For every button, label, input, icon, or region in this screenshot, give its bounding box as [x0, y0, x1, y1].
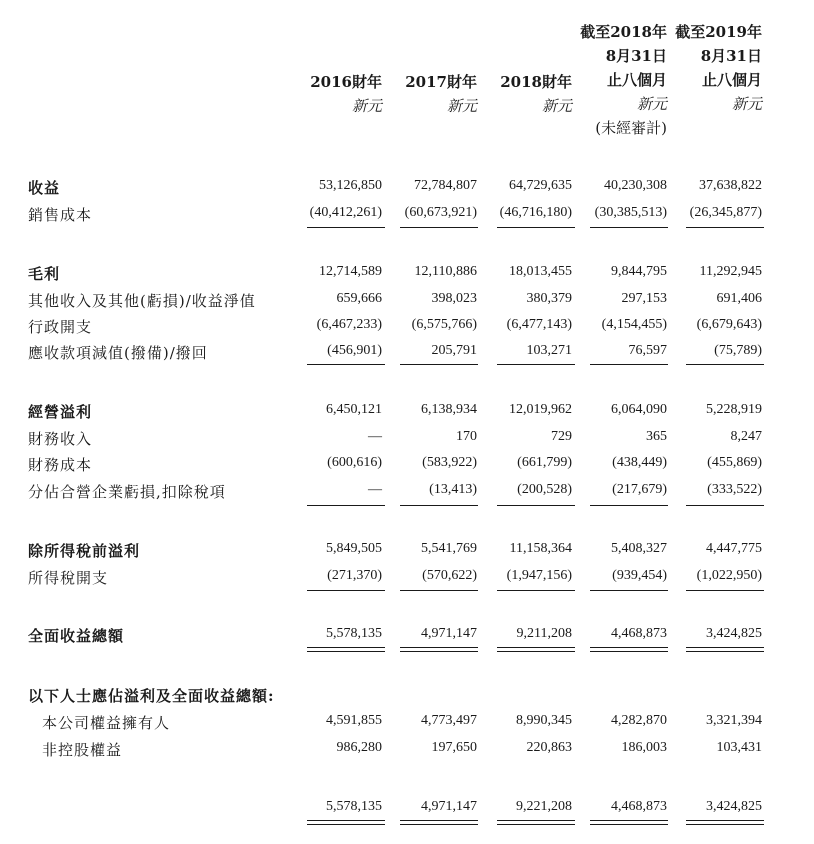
- cell-value: 8,247: [730, 429, 762, 444]
- column-header-unit: 新元: [446, 97, 477, 115]
- cell-value: 659,666: [336, 291, 382, 306]
- cell-value: (26,345,877): [689, 205, 762, 220]
- row-label: 分佔合營企業虧損,扣除稅項: [28, 483, 226, 501]
- total-double-rule: [686, 647, 764, 652]
- cell-value: (456,901): [327, 343, 382, 358]
- cell-value: 691,406: [716, 291, 762, 306]
- row-label: 銷售成本: [28, 206, 93, 224]
- cell-value: (13,413): [429, 482, 477, 497]
- cell-value: 5,578,135: [326, 626, 382, 641]
- subtotal-rule: [686, 505, 764, 506]
- cell-value: (661,799): [517, 455, 572, 470]
- column-header-2016: [310, 70, 382, 118]
- cell-value: 4,468,873: [611, 626, 667, 641]
- cell-value: —: [368, 429, 382, 444]
- total-double-rule: [307, 820, 385, 825]
- row-label: 財務成本: [28, 456, 93, 474]
- cell-value: (4,154,455): [601, 317, 667, 332]
- cell-value: (600,616): [327, 455, 382, 470]
- row-label: 以下人士應佔溢利及全面收益總額:: [28, 687, 275, 705]
- cell-value: 72,784,807: [414, 178, 477, 193]
- cell-value: 170: [456, 429, 477, 444]
- total-double-rule: [497, 647, 575, 652]
- total-double-rule: [590, 647, 668, 652]
- subtotal-rule: [686, 364, 764, 365]
- cell-value: 9,844,795: [611, 264, 667, 279]
- total-double-rule: [686, 820, 764, 825]
- subtotal-rule: [497, 590, 575, 591]
- row-label: 財務收入: [28, 430, 93, 448]
- subtotal-rule: [307, 364, 385, 365]
- cell-value: (583,922): [422, 455, 477, 470]
- cell-value: 4,773,497: [421, 713, 477, 728]
- cell-value: (46,716,180): [499, 205, 572, 220]
- cell-value: 186,003: [621, 740, 667, 755]
- cell-value: 12,019,962: [509, 402, 572, 417]
- cell-value: 5,408,327: [611, 541, 667, 556]
- cell-value: 4,282,870: [611, 713, 667, 728]
- cell-value: (570,622): [422, 568, 477, 583]
- cell-value: 4,447,775: [706, 541, 762, 556]
- total-double-rule: [400, 647, 478, 652]
- column-header-8m-2019: [675, 20, 762, 116]
- cell-value: 11,292,945: [699, 264, 762, 279]
- cell-value: (200,528): [517, 482, 572, 497]
- cell-value: 5,541,769: [421, 541, 477, 556]
- cell-value: (1,947,156): [506, 568, 572, 583]
- column-header-note: (未經審計): [595, 119, 667, 137]
- row-label: 應收款項減值(撥備)/撥回: [28, 344, 208, 362]
- cell-value: 3,321,394: [706, 713, 762, 728]
- column-header-title: 2017財年: [405, 73, 477, 91]
- column-header-unit: 新元: [351, 97, 382, 115]
- cell-value: (217,679): [612, 482, 667, 497]
- cell-value: (40,412,261): [309, 205, 382, 220]
- column-header-unit: 新元: [636, 95, 667, 113]
- total-double-rule: [590, 820, 668, 825]
- cell-value: 4,591,855: [326, 713, 382, 728]
- row-label: 行政開支: [28, 318, 93, 336]
- cell-value: (30,385,513): [594, 205, 667, 220]
- cell-value: 37,638,822: [699, 178, 762, 193]
- cell-value: 297,153: [621, 291, 667, 306]
- column-header-title: 2016財年: [310, 73, 382, 91]
- column-header-8m-2018: [580, 20, 667, 140]
- row-label: 經營溢利: [28, 403, 93, 421]
- cell-value: 4,971,147: [421, 626, 477, 641]
- cell-value: 6,064,090: [611, 402, 667, 417]
- total-double-rule: [400, 820, 478, 825]
- row-label: 除所得稅前溢利: [28, 542, 141, 560]
- cell-value: 18,013,455: [509, 264, 572, 279]
- cell-value: (455,869): [707, 455, 762, 470]
- cell-value: (60,673,921): [404, 205, 477, 220]
- row-label: 其他收入及其他(虧損)/收益淨值: [28, 292, 256, 310]
- column-header-title: 8月31日: [605, 47, 667, 65]
- subtotal-rule: [497, 505, 575, 506]
- cell-value: 220,863: [526, 740, 572, 755]
- cell-value: 380,379: [526, 291, 572, 306]
- cell-value: 12,714,589: [319, 264, 382, 279]
- cell-value: 103,271: [526, 343, 572, 358]
- column-header-title: 截至2019年: [675, 23, 762, 41]
- column-header-title: 截至2018年: [580, 23, 667, 41]
- subtotal-rule: [307, 590, 385, 591]
- row-label: 收益: [28, 179, 61, 197]
- cell-value: 6,450,121: [326, 402, 382, 417]
- column-header-title: 8月31日: [700, 47, 762, 65]
- cell-value: 398,023: [431, 291, 477, 306]
- cell-value: (1,022,950): [696, 568, 762, 583]
- cell-value: 8,990,345: [516, 713, 572, 728]
- row-label: 全面收益總額: [28, 627, 125, 645]
- subtotal-rule: [497, 364, 575, 365]
- cell-value: (333,522): [707, 482, 762, 497]
- cell-value: 4,468,873: [611, 799, 667, 814]
- column-header-2017: [405, 70, 477, 118]
- cell-value: 76,597: [628, 343, 667, 358]
- cell-value: 986,280: [336, 740, 382, 755]
- cell-value: 197,650: [431, 740, 477, 755]
- cell-value: 3,424,825: [706, 799, 762, 814]
- row-label: 所得稅開支: [28, 569, 109, 587]
- cell-value: (6,467,233): [316, 317, 382, 332]
- cell-value: 64,729,635: [509, 178, 572, 193]
- subtotal-rule: [590, 227, 668, 228]
- cell-value: (75,789): [714, 343, 762, 358]
- column-header-title: 止八個月: [606, 71, 667, 89]
- cell-value: 5,228,919: [706, 402, 762, 417]
- cell-value: (438,449): [612, 455, 667, 470]
- cell-value: 4,971,147: [421, 799, 477, 814]
- row-label: 本公司權益擁有人: [42, 714, 171, 732]
- cell-value: (6,477,143): [506, 317, 572, 332]
- column-header-title: 止八個月: [701, 71, 762, 89]
- subtotal-rule: [307, 227, 385, 228]
- subtotal-rule: [590, 590, 668, 591]
- subtotal-rule: [400, 364, 478, 365]
- row-label: 毛利: [28, 265, 61, 283]
- subtotal-rule: [590, 505, 668, 506]
- column-header-unit: 新元: [731, 95, 762, 113]
- cell-value: 365: [646, 429, 667, 444]
- cell-value: 3,424,825: [706, 626, 762, 641]
- cell-value: 12,110,886: [414, 264, 477, 279]
- cell-value: (6,575,766): [411, 317, 477, 332]
- cell-value: 5,578,135: [326, 799, 382, 814]
- row-label: 非控股權益: [42, 741, 123, 759]
- cell-value: 729: [551, 429, 572, 444]
- cell-value: 40,230,308: [604, 178, 667, 193]
- subtotal-rule: [686, 590, 764, 591]
- subtotal-rule: [686, 227, 764, 228]
- cell-value: 9,211,208: [516, 626, 572, 641]
- subtotal-rule: [497, 227, 575, 228]
- total-double-rule: [497, 820, 575, 825]
- column-header-title: 2018財年: [500, 73, 572, 91]
- subtotal-rule: [590, 364, 668, 365]
- cell-value: 5,849,505: [326, 541, 382, 556]
- cell-value: 103,431: [716, 740, 762, 755]
- cell-value: 6,138,934: [421, 402, 477, 417]
- cell-value: 205,791: [431, 343, 477, 358]
- total-double-rule: [307, 647, 385, 652]
- column-header-unit: 新元: [541, 97, 572, 115]
- cell-value: 53,126,850: [319, 178, 382, 193]
- subtotal-rule: [400, 505, 478, 506]
- cell-value: 11,158,364: [509, 541, 572, 556]
- column-header-2018: [500, 70, 572, 118]
- cell-value: (939,454): [612, 568, 667, 583]
- cell-value: —: [368, 482, 382, 497]
- subtotal-rule: [400, 590, 478, 591]
- cell-value: (271,370): [327, 568, 382, 583]
- subtotal-rule: [400, 227, 478, 228]
- subtotal-rule: [307, 505, 385, 506]
- cell-value: 9,221,208: [516, 799, 572, 814]
- cell-value: (6,679,643): [696, 317, 762, 332]
